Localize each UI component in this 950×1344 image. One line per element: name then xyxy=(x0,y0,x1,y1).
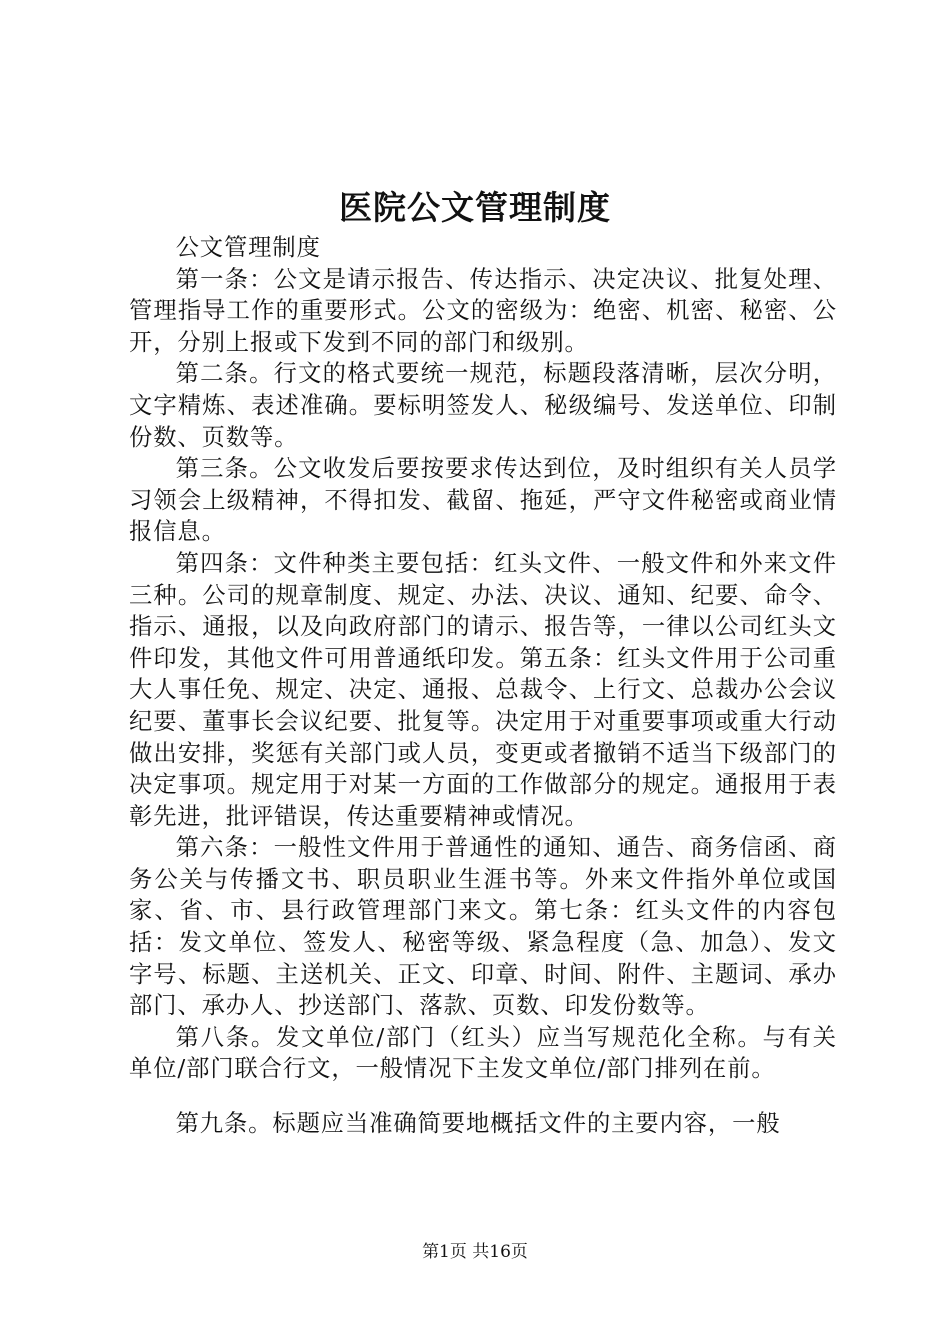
paragraph-article-8: 第八条。发文单位/部门（红头）应当写规范化全称。与有关单位/部门联合行文，一般情况下主发文单位/部门排列在前。 xyxy=(129,1023,837,1083)
document-title: 医院公文管理制度 xyxy=(339,188,611,227)
page-number-footer: 第1页 共16页 xyxy=(422,1242,528,1262)
paragraph-article-2: 第二条。行文的格式要统一规范，标题段落清晰，层次分明，文字精炼、表述准确。要标明签发人、秘级编号、发送单位、印制份数、页数等。 xyxy=(129,360,837,451)
document-body xyxy=(129,232,837,1140)
paragraph-article-1: 第一条：公文是请示报告、传达指示、决定决议、批复处理、管理指导工作的重要形式。公文的密级为：绝密、机密、秘密、公开，分别上报或下发到不同的部门和级别。 xyxy=(129,265,837,356)
paragraph-article-9: 第九条。标题应当准确简要地概括文件的主要内容，一般 xyxy=(175,1110,781,1138)
paragraph-article-4-5: 第四条：文件种类主要包括：红头文件、一般文件和外来文件三种。公司的规章制度、规定、办法、决议、通知、纪要、命令、指示、通报，以及向政府部门的请示、报告等，一律以公司红头文件印发，其他文件可用普通纸印发。第五条：红头文件用于公司重大人事任免、规定、决定、通报、总裁令、上行文、总裁办公会议纪要、董事长会议纪要、批复等。决定用于对重要事项或重大行动做出安排，奖惩有关部门或人员，变更或者撤销不适当下级部门的决定事项。规定用于对某一方面的工作做部分的规定。通报用于表彰先进，批评错误，传达重要精神或情况。 xyxy=(129,549,837,830)
paragraph-article-3: 第三条。公文收发后要按要求传达到位，及时组织有关人员学习领会上级精神，不得扣发、截留、拖延，严守文件秘密或商业情报信息。 xyxy=(129,455,837,546)
paragraph-article-6-7: 第六条：一般性文件用于普通性的通知、通告、商务信函、商务公关与传播文书、职员职业生涯书等。外来文件指外单位或国家、省、市、县行政管理部门来文。第七条：红头文件的内容包括：发文单位、签发人、秘密等级、紧急程度（急、加急）、发文字号、标题、主送机关、正文、印章、时间、附件、主题词、承办部门、承办人、抄送部门、落款、页数、印发份数等。 xyxy=(129,834,837,1020)
paragraph-heading: 公文管理制度 xyxy=(175,234,321,261)
